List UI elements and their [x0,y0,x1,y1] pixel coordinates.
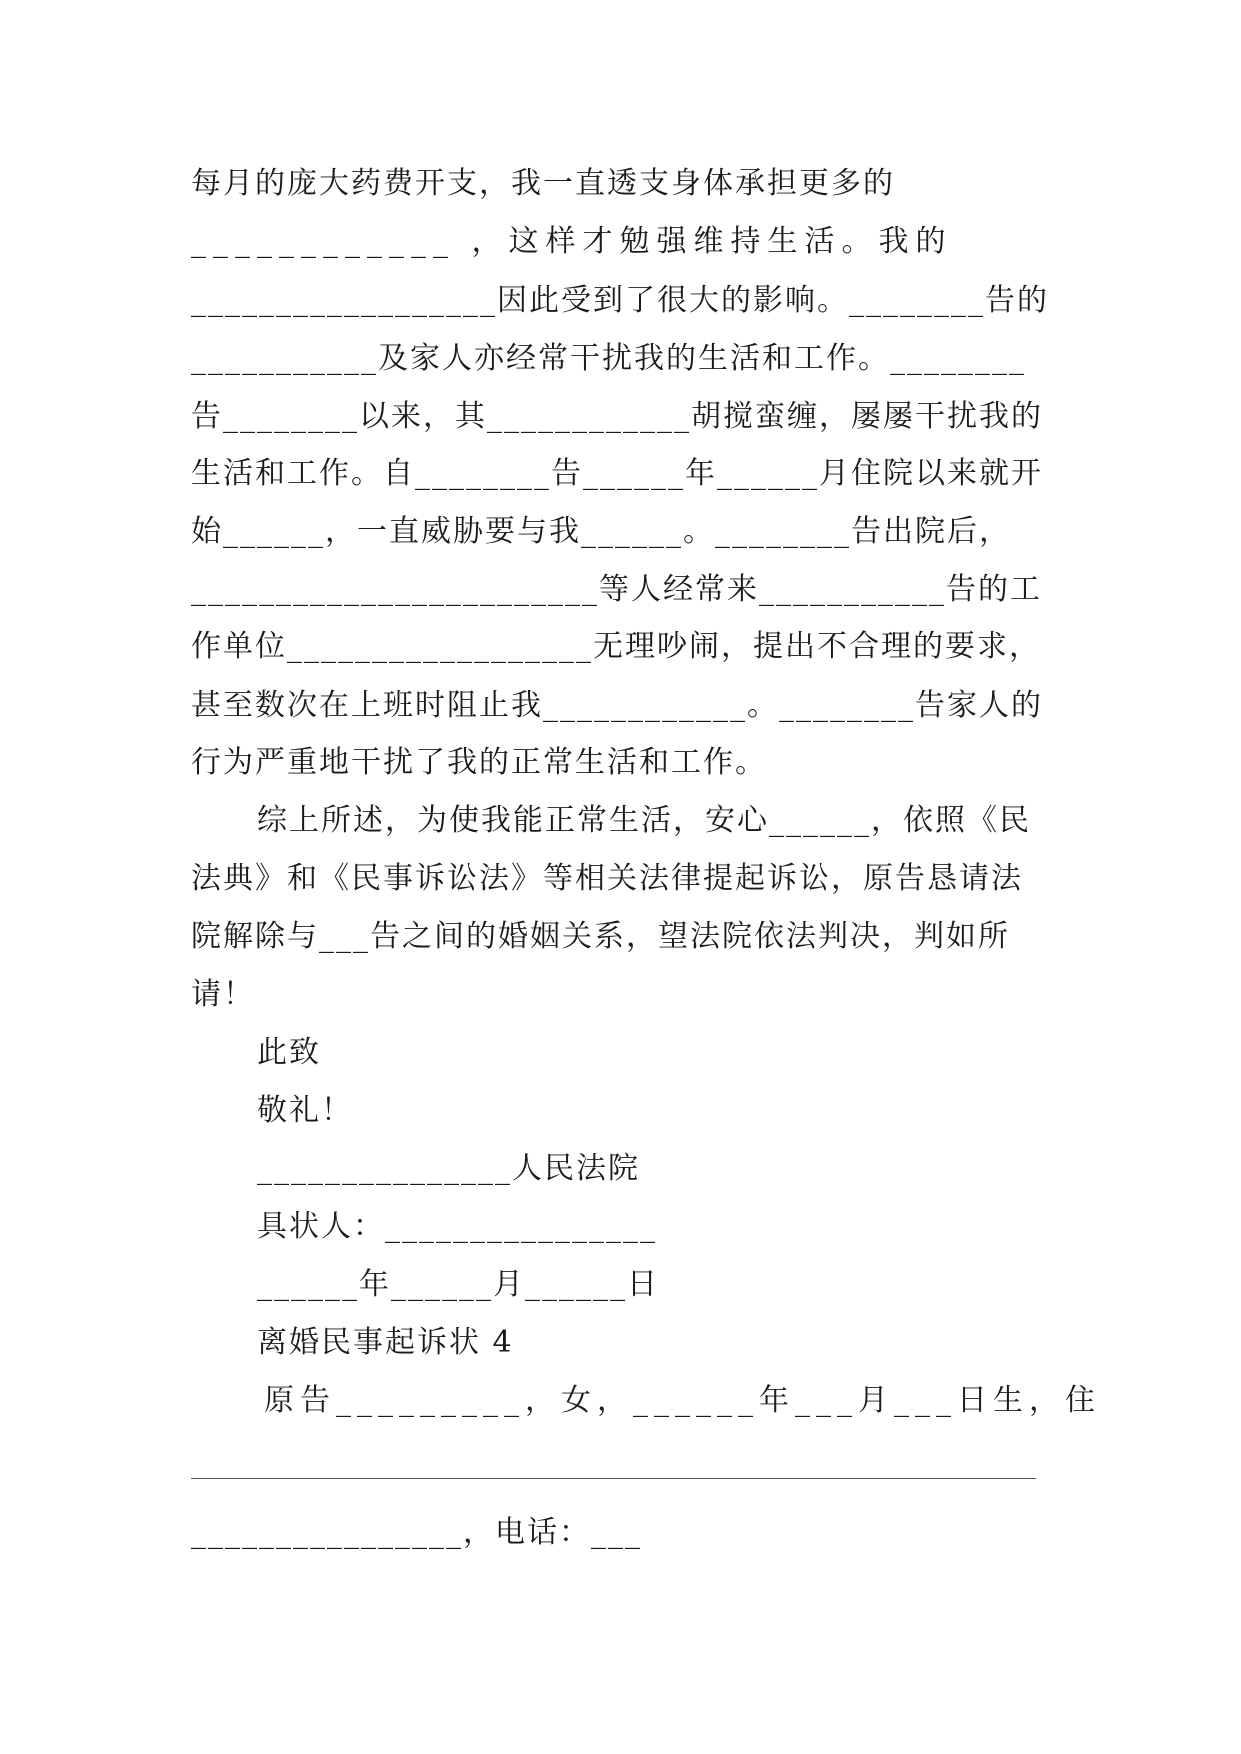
salutation: 此致 [257,1035,321,1070]
text-line-13: 法典》和《民事诉讼法》等相关法律提起诉讼，原告恳请法 [191,861,1023,896]
text-line-12: 综上所述，为使我能正常生活，安心______，依照《民 [257,803,1031,838]
text-line-15: 请！ [191,977,255,1012]
text-line-2: ____________ ，这样才勉强维持生活。我的 [191,224,953,259]
court-line: _______________人民法院 [257,1151,640,1186]
text-line-9: 作单位__________________无理吵闹，提出不合理的要求， [191,629,1041,664]
text-line-6: 生活和工作。自________告______年______月住院以来就开 [191,456,1043,491]
text-line-3: __________________因此受到了很大的影响。________告的 [191,283,1049,318]
section-heading: 离婚民事起诉状 4 [257,1325,514,1360]
blank-underline [191,1478,1036,1479]
text-line-7: 始______，一直威胁要与我______。________告出院后， [191,514,1011,549]
text-line-11: 行为严重地干扰了我的正常生活和工作。 [191,745,767,780]
text-line-8: ________________________等人经常来___________告的工 [191,572,1042,607]
petitioner-line: 具状人：________________ [257,1209,657,1244]
plaintiff-line: 原告_________，女，______年___月___日生，住 [264,1383,1101,1418]
text-line-1: 每月的庞大药费开支，我一直透支身体承担更多的 [191,166,895,201]
date-line: ______年______月______日 [257,1267,659,1302]
phone-line: ________________，电话：___ [191,1515,642,1550]
text-line-4: ___________及家人亦经常干扰我的生活和工作。________ [191,341,1026,376]
text-line-5: 告________以来，其____________胡搅蛮缠，屡屡干扰我的 [191,399,1043,434]
text-line-14: 院解除与___告之间的婚姻关系，望法院依法判决，判如所 [191,919,1010,954]
closing: 敬礼！ [257,1093,353,1128]
text-line-10: 甚至数次在上班时阻止我____________。________告家人的 [191,688,1043,723]
